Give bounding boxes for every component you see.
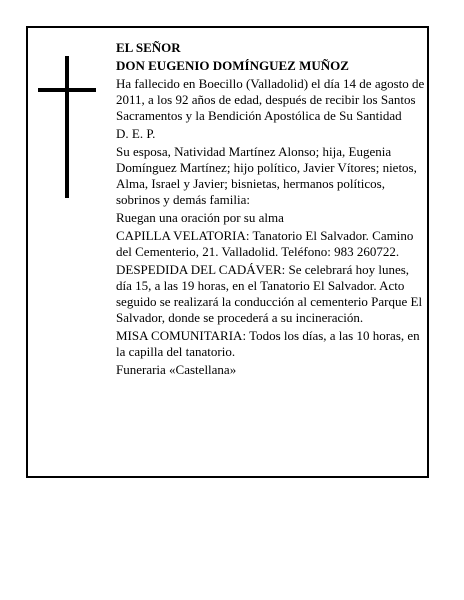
obituary-text bbox=[116, 40, 426, 380]
cross-horizontal-bar bbox=[38, 88, 96, 92]
family-paragraph: Su esposa, Natividad Martínez Alonso; hija, Eugenia Domínguez Martínez; hijo político, Javier Vítores; nietos, Alma, Israel y Javier; bisnietas, hermanos políticos, sobrinos y demás familia: bbox=[116, 144, 417, 207]
farewell-paragraph: DESPEDIDA DEL CADÁVER: Se celebrará hoy lunes, día 15, a las 19 horas, en el Tanatorio El Salvador. Acto seguido se realizará la conducción al cementerio Parque El Salvador, donde se procederá a su incineración. bbox=[116, 262, 423, 325]
notice-title: EL SEÑOR bbox=[116, 40, 181, 55]
rip-text: D. E. P. bbox=[116, 126, 156, 141]
mass-paragraph: MISA COMUNITARIA: Todos los días, a las 10 horas, en la capilla del tanatorio. bbox=[116, 328, 420, 359]
deceased-name: DON EUGENIO DOMÍNGUEZ MUÑOZ bbox=[116, 58, 349, 73]
obituary-notice bbox=[26, 26, 429, 478]
cross-icon bbox=[38, 56, 96, 198]
chapel-paragraph: CAPILLA VELATORIA: Tanatorio El Salvador. Camino del Cementerio, 21. Valladolid. Teléfono: 983 260722. bbox=[116, 228, 414, 259]
prayer-request: Ruegan una oración por su alma bbox=[116, 210, 284, 225]
cross-vertical-bar bbox=[65, 56, 69, 198]
death-paragraph: Ha fallecido en Boecillo (Valladolid) el día 14 de agosto de 2011, a los 92 años de edad, después de recibir los Santos Sacramentos y la Bendición Apostólica de Su Santidad bbox=[116, 76, 425, 123]
funeral-home: Funeraria «Castellana» bbox=[116, 362, 237, 377]
